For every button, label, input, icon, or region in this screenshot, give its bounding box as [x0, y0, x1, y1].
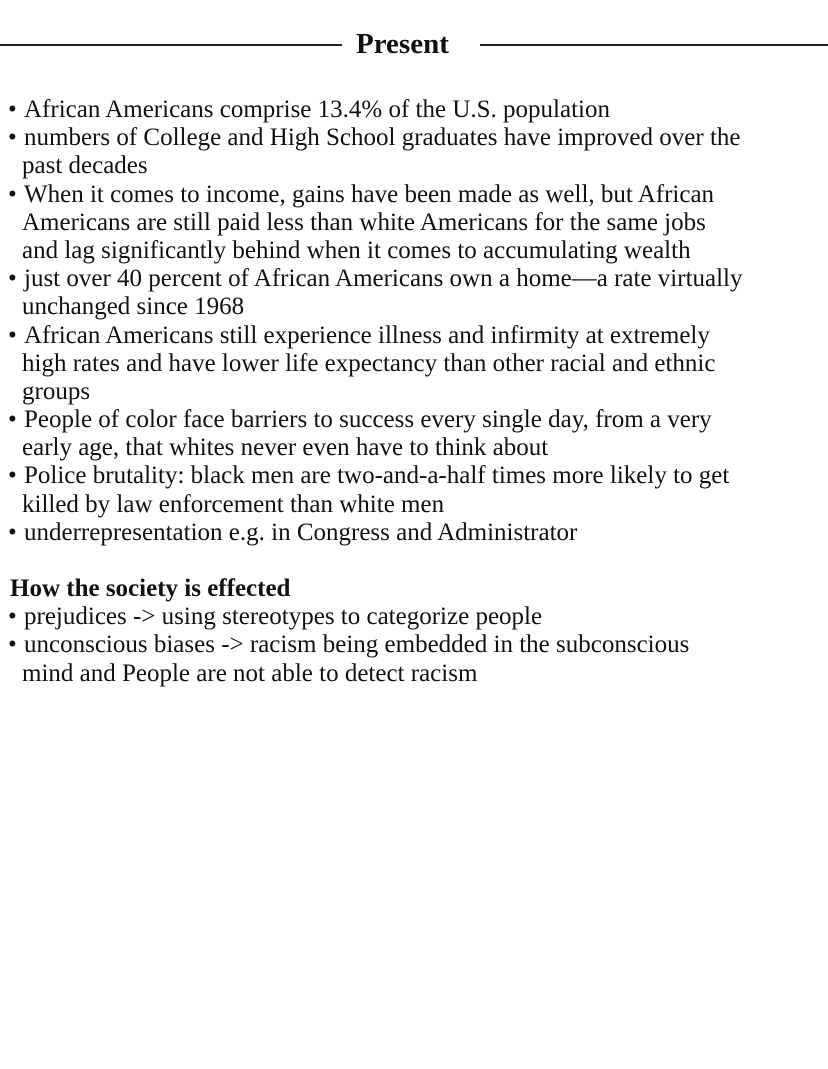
page-title: Present [356, 28, 449, 60]
list-item-line: groups [22, 377, 91, 405]
list-item-line: • African Americans still experience illness and infirmity at extremely [0, 322, 828, 350]
list-item [0, 181, 828, 266]
society-bullet-list [0, 603, 828, 688]
list-item-line: unchanged since 1968 [22, 293, 245, 321]
list-item [0, 265, 828, 321]
list-item-line: • People of color face barriers to success every single day, from a very [0, 406, 828, 434]
content [0, 96, 828, 688]
society-heading: How the society is effected [10, 575, 291, 602]
list-item [0, 603, 828, 631]
list-item-line: • numbers of College and High School graduates have improved over the [0, 124, 828, 152]
list-item-line: Americans are still paid less than white Americans for the same jobs [22, 208, 706, 236]
list-item-line: past decades [22, 152, 148, 180]
list-item-line: early age, that whites never even have to think about [22, 434, 549, 462]
title-rule-left [0, 44, 342, 46]
list-item-line: • underrepresentation e.g. in Congress and Administrator [0, 519, 828, 547]
list-item-line: killed by law enforcement than white men [22, 490, 445, 518]
list-item [0, 406, 828, 462]
title-row [0, 24, 828, 64]
list-item-line: • Police brutality: black men are two-and-a-half times more likely to get [0, 462, 828, 490]
list-item [0, 124, 828, 180]
list-item-line: • unconscious biases -> racism being embedded in the subconscious [0, 631, 828, 659]
list-item-line: • prejudices -> using stereotypes to categorize people [0, 603, 828, 631]
list-item-line: mind and People are not able to detect racism [22, 659, 478, 687]
title-rule-right [480, 44, 828, 46]
list-item-line: • African Americans comprise 13.4% of the U.S. population [0, 96, 828, 124]
list-item-line: high rates and have lower life expectancy than other racial and ethnic [22, 349, 716, 377]
present-bullet-list [0, 96, 828, 547]
list-item [0, 96, 828, 124]
list-item-line: and lag significantly behind when it comes to accumulating wealth [22, 236, 691, 264]
list-item [0, 462, 828, 518]
list-item [0, 519, 828, 547]
list-item [0, 322, 828, 407]
list-item [0, 631, 828, 687]
list-item-line: • just over 40 percent of African Americans own a home—a rate virtually [0, 265, 828, 293]
list-item-line: • When it comes to income, gains have been made as well, but African [0, 181, 828, 209]
